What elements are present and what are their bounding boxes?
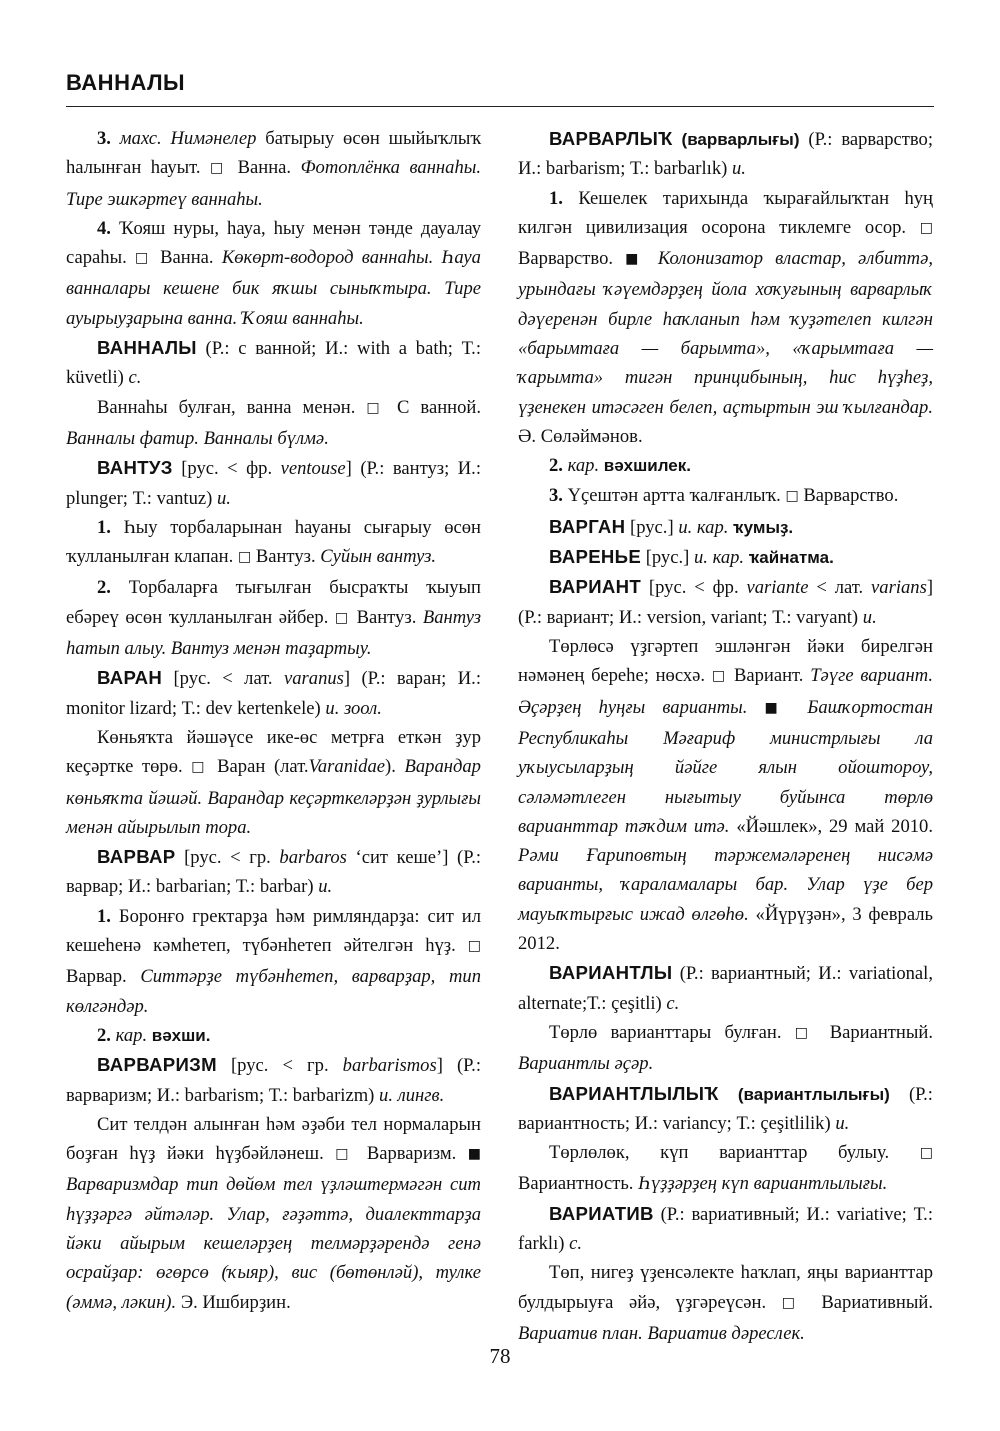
header-rule [66,106,934,107]
etymology-text: [рус. < лат. [173,668,273,690]
cross-reference: вәхшилек. [603,456,691,476]
sense-paragraph [66,513,481,574]
definition-text: Һыу торбаларынан һауаны сығарыу өсөн ҡулланылған клапан. [66,516,481,568]
headword: ВАРАН [97,667,163,689]
sense-number: 2. [97,1024,111,1046]
headword: ВАРИАНТЛЫЛЫҠ [549,1082,719,1104]
bullet-marker-icon: ■ [467,1146,482,1163]
translation-text: Варвар. [66,966,127,988]
square-marker-icon: □ [335,1146,356,1163]
example-text: Варандар көньяҡта йәшәй. Варандар кеҫәрткеләрҙән ҙурлығы менән айырылып тора. [66,756,481,838]
cross-reference: ҡумыҙ. [733,517,794,537]
entry-header [518,958,933,1018]
entry-header [518,572,933,632]
headword: ВАРИАНТЛЫ [549,962,673,984]
square-marker-icon: □ [191,759,209,776]
square-marker-icon: □ [785,487,799,504]
etymon: ventouse [280,458,346,480]
headword: ВАННАЛЫ [97,337,197,359]
square-marker-icon: □ [781,1294,806,1311]
square-marker-icon: □ [334,609,351,626]
definition-paragraph [518,1258,933,1348]
translation-text: Варварство. [518,248,614,270]
translation-text: Вариантный. [829,1021,933,1043]
square-marker-icon: □ [135,250,152,267]
etymon: varians [871,577,927,599]
page-number: 78 [489,1344,511,1368]
translation-text: Варварство. [803,484,899,506]
headword: ВАРЕНЬЕ [549,546,642,568]
etymology-text: [рус. < гр. [184,847,271,869]
definition-text: Торбаларға тығылған бысраҡты ҡыуып ебәреү өсөн ҡулланылған әйбер. [66,577,481,628]
pos-label: и. [216,487,231,509]
example-text: Вариантлы әҫәр. [518,1053,654,1075]
definition-paragraph [518,1138,933,1199]
translation-text: Вариативный. [821,1291,933,1313]
etymon: barbarismos [342,1055,437,1077]
quotation-text: Башҡортостан Республикаһы Мәғариф министрлығы ла уҡыусыларҙың йәйге ялын ойоштороу, сәләмәтлеген нығытыу буйынса төрлө варианттар тәҡдим итә. [518,696,933,837]
definition-text: Ваннаһы булған, ванна менән. [97,396,356,418]
square-marker-icon: □ [237,549,252,566]
definition-text: Төп, нигеҙ үҙенсәлекте һаҡлап, яңы варианттар булдырыуға әйә, үҙгәреүсән. [518,1262,933,1313]
square-marker-icon: □ [467,938,482,955]
definition-paragraph [518,632,933,958]
example-text: Ванналы фатир. Ванналы бүлмә. [66,427,329,449]
pos-label: и. кар. [693,547,745,569]
possessive-form: (вариантлылығы) [737,1084,890,1104]
entry-header [518,124,933,184]
pos-label: с. [666,992,680,1014]
example-text: Көкөрт-водород ваннаһы. Һауа ванналары кешене бик яҡшы сыныҡтыра. Тире ауырыуҙарына ванна. Ҡояш ваннаһы. [66,247,481,329]
example-text: Вариатив план. Вариатив дәреслек. [518,1322,805,1344]
definition-text: Үҫештән артта ҡалғанлыҡ. [567,484,781,506]
equivalents-text: (Р.: вариативный; И.: variative; Т.: farklı) [518,1203,933,1254]
sense-paragraph [66,902,481,1021]
etymology-text: [рус. < фр. [648,577,739,599]
possessive-form: (варварлығы) [681,130,800,149]
pos-label: с. [128,367,142,389]
definition-text: Ҡояш нуры, һауа, һыу менән тәнде дауалау сараһы. [66,217,481,269]
entry-header [66,663,481,723]
translation-text: С ванной. [397,396,481,418]
equivalents-text: ] (Р.: варан; И.: monitor lizard; Т.: dev kertenkele) [66,668,481,719]
entry-header [518,512,933,542]
etymology-text: [рус.] [645,547,690,569]
entry-header [66,842,481,902]
definition-paragraph [66,723,481,842]
etymon: varanus [283,668,344,690]
etymology-text: [рус. < фр. [181,458,273,480]
sense-number: 1. [549,187,563,209]
etymon: barbaros [279,847,347,869]
translation-text: Вариантность. [518,1173,634,1195]
right-column [518,124,933,1348]
sense-number: 4. [97,217,111,239]
pos-label: и. лингв. [379,1084,445,1106]
equivalents-text: ‘сит кеше’] (Р.: варвар; И.: barbarian; Т.: barbar) [66,847,482,898]
quotation-source: Э. Ишбирҙин. [180,1291,291,1313]
definition-text: батырыу өсөн шыйыҡлыҡ һалынған һауыт. [66,128,481,179]
pos-label: с. [569,1232,583,1254]
definition-text: Боронғо гректарҙа һәм римляндарҙа: сит ил кешеһенә кәмһетеп, түбәнһетеп әйтелгән һүҙ. [66,905,481,957]
sense-paragraph [66,214,481,333]
sense-paragraph [518,184,933,452]
latin-name: Varanidae [308,756,386,778]
equivalents-text: (Р.: с ванной; И.: with a bath; Т.: küvetli) [66,338,481,389]
sense-number: 3. [97,128,111,149]
translation-text: Вантуз. [356,606,417,628]
translation-text: Ванна. [160,247,214,269]
entry-header [518,542,933,572]
italic-text: Нимәнелер [170,128,257,149]
sense-number: 2. [549,455,563,477]
usage-label: кар. [115,1024,148,1046]
entry-header [66,333,481,393]
cross-reference: вәхши. [151,1025,211,1045]
example-text: Вантуз һатып алыу. Вантуз менән таҙартыу. [66,606,481,660]
definition-paragraph [518,1018,933,1079]
pos-label: и. зоол. [325,697,382,719]
quotation-source: «Йәшлек», 29 май 2010. [736,815,933,837]
running-head: ВАННАЛЫ [66,70,186,95]
sense-paragraph [518,481,933,512]
equivalents-text: (Р.: вариантность; И.: variancy; Т.: çeşitlilik) [518,1083,933,1134]
definition-text: Төрлөлөк, күп варианттар булыу. [549,1142,890,1164]
headword: ВАНТУЗ [97,457,173,479]
sense-number: 1. [97,905,111,927]
pos-label: и. [731,158,746,180]
example-text: Һүҙҙәрҙең күп вариантлылығы. [638,1173,888,1195]
quotation-source: «Йүрүҙән», 3 февраль 2012. [518,903,933,955]
etymology-text: [рус. < гр. [230,1055,329,1077]
bullet-marker-icon: ■ [625,251,646,268]
headword: ВАРВАРЛЫҠ [549,128,673,149]
equivalents-text: (Р.: вариантный; И.: variational, alternate;Т.: çeşitli) [518,963,933,1014]
definition-paragraph [66,393,481,454]
translation-text: Вариант. [733,665,804,687]
entry-header [518,1079,933,1139]
equivalents-text: ] (Р.: вантуз; И.: plunger; Т.: vantuz) [66,458,481,509]
entry-header [66,1050,481,1110]
translation-text: Варан (лат. [217,756,309,778]
pos-label: и. [318,876,333,898]
square-marker-icon: □ [794,1024,817,1041]
usage-label: махс. [119,128,162,149]
translation-text: Ванна. [237,157,292,179]
definition-text: Кешелек тарихында ҡырағайлыҡтан һуң килгән цивилизация осорона тиклемге осор. [518,187,933,238]
equivalents-text: ] (Р.: варваризм; И.: barbarism; Т.: barbarizm) [66,1055,481,1106]
translation-text: Вантуз. [255,546,316,568]
square-marker-icon: □ [210,160,229,177]
cross-reference: ҡайнатма. [748,548,834,568]
sense-number: 3. [549,484,563,506]
quotation-source: Ә. Сөләймәнов. [518,425,643,447]
etymology-text: < лат. [816,577,864,599]
pos-label: и. кар. [678,516,729,538]
definition-text: Сит телдән алынған һәм әҙәби тел нормаларын боҙған һүҙ йәки һүҙбәйләнеш. [66,1113,481,1165]
quotation-text: Варваризмдар тип дөйөм тел үҙләштермәгән сит һүҙҙәргә әйтәләр. Улар, ғәҙәттә, диалекттарҙа йәки айырым кешеләрҙең телмәрҙәрендә генә осрайҙар: өгөрсө (ҡыяр), вис (бөтөнләй), тулке (әммә, ләкин). [66,1174,481,1313]
punctuation: ). [385,756,396,778]
example-text: Суйын вантуз. [320,546,437,568]
sense-paragraph [66,124,481,214]
usage-label: кар. [567,455,600,477]
quotation-text: Рәми Ғариповтың тәржемәләренең нисәмә варианты, ҡараламалары бар. Улар үҙе бер мауыҡтырғыс ижад өлгөһө. [518,845,933,925]
bullet-marker-icon: ■ [764,699,791,716]
square-marker-icon: □ [919,219,933,236]
headword: ВАРВАР [97,846,176,868]
quotation-text: Колонизатор властар, әлбиттә, урындағы ҡәүемдәрҙең йола хоҡуғының варварлыҡ дәүеренән бирле һаҡланып һәм ҡуҙәтелеп килгән «барымтаға — барымта», «ҡарымтаға — ҡарымта» тигән принцибының, һис һүҙһеҙ, үҙенекен итәсәген белеп, аҫтыртын эш ҡылғандар. [518,248,934,418]
definition-text: Көньяҡта йәшәүсе ике-өс метрға еткән ҙур кеҫәртке төрө. [66,726,481,778]
example-text: Тәүге вариант. Әҫәрҙең һуңғы варианты. [518,665,934,718]
example-text: Ситтәрҙе түбәнһетеп, варварҙар, тип көлгәндәр. [66,966,481,1017]
pos-label: и. [862,606,877,628]
sense-paragraph [66,573,481,663]
definition-text: Төрлө варианттары булған. [549,1021,782,1043]
equivalents-text: ] (Р.: вариант; И.: version, variant; Т.: varyant) [518,577,934,628]
headword: ВАРИАТИВ [549,1202,654,1224]
equivalents-text: (Р.: варварство; И.: barbarism; Т.: barbarlık) [518,129,933,180]
headword: ВАРВАРИЗМ [97,1054,217,1076]
sense-paragraph [66,1021,481,1050]
headword: ВАРГАН [549,515,626,537]
etymology-text: [рус.] [630,516,674,538]
entry-header [66,453,481,513]
headword: ВАРИАНТ [549,576,642,598]
square-marker-icon: □ [366,399,386,416]
square-marker-icon: □ [711,668,728,685]
sense-paragraph [518,451,933,480]
definition-paragraph [66,1110,481,1317]
entry-header [518,1199,933,1259]
translation-text: Варваризм. [366,1143,457,1165]
sense-number: 2. [97,577,111,599]
left-column [66,124,481,1317]
example-text: Фотоплёнка ваннаһы. Тире эшкәртеү ваннаһы. [66,157,481,210]
square-marker-icon: □ [919,1145,933,1162]
pos-label: и. [835,1112,850,1134]
sense-number: 1. [97,516,111,538]
definition-text: Төрлөсә үҙгәртеп эшләнгән йәки бирелгән нәмәнең береһе; нөсхә. [518,636,933,687]
etymon: variante [746,577,809,599]
